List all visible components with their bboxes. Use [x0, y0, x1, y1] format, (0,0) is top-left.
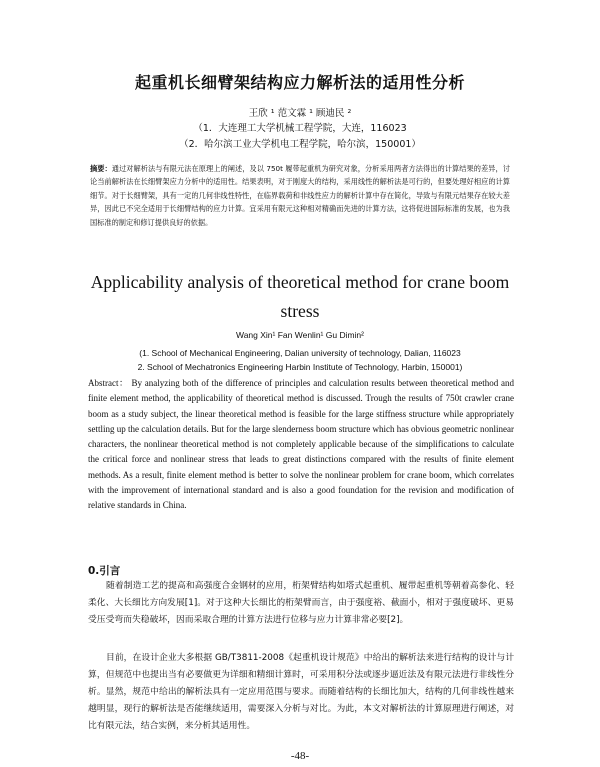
english-abstract-label: Abstract： [88, 378, 129, 388]
english-title-line-2: stress [280, 301, 320, 321]
english-title-line-1: Applicability analysis of theoretical method for crane boom [90, 272, 510, 292]
intro-paragraph-1: 随着制造工艺的提高和高强度合金钢材的应用，桁架臂结构如塔式起重机、履带起重机等朝着高参化、轻柔化、大长细比方向发展[1]。对于这种大长细比的桁架臂而言，由于强度裕、截面小，相对于强度破坏、更易受压受弯而失稳破坏，因而采取合理的计算方法进行位移与应力计算非常必要[2]。 [88, 581, 514, 625]
english-abstract-text: By analyzing both of the difference of principles and calculation results between theoretical method and finite element method, the applicability of theoretical method is discussed. Trough the results of 750t crawler crane boom as a study subject, the linear theoretical method is feasible for the large stiffness structure while appropriately settling up the calculation details. But for the large slenderness boom structure which has obvious geometric nonlinear characters, the nonlinear theoretical method is not completely applicable because of the simplifications to calculate the critical force and nonlinear stress that leads to great distinctions compared with the results of finite element methods. As a result, finite element method is better to solve the nonlinear problem for crane boom, which correlates with the improvement of international standard and is also a good foundation for the revision and modification of relative standards in China. [88, 378, 514, 511]
section-heading: 0.引言 [88, 565, 121, 577]
english-affiliation-1: (1. School of Mechanical Engineering, Dalian university of technology, Dalian, 116023 [139, 348, 461, 358]
chinese-affiliation-2: （2．哈尔滨工业大学机电工程学院，哈尔滨，150001） [179, 139, 421, 150]
intro-paragraph-2: 目前，在设计企业大多根据 GB/T3811-2008《起重机设计规范》中给出的解析法来进行结构的设计与计算，但规范中也提出当有必要做更为详细和精细计算时，可采用积分法或逐步逼近法及有限元法进行非线性分析。显然，规范中给出的解析法具有一定应用范围与要求。而随着结构的长细比加大，结构的几何非线性越来越明显，现行的解析法是否能继续适用，需要深入分析与对比。为此，本文对解析法的计算原理进行阐述，对比有限元法，结合实例，来分析其适用性。 [88, 653, 514, 731]
english-affiliation-2: 2. School of Mechatronics Engineering Harbin Institute of Technology, Harbin, 150001) [137, 362, 463, 372]
chinese-title: 起重机长细臂架结构应力解析法的适用性分析 [134, 73, 465, 92]
english-authors: Wang Xin¹ Fan Wenlin¹ Gu Dimin² [235, 330, 364, 340]
chinese-abstract [90, 162, 510, 229]
page-number: -48- [290, 750, 310, 762]
chinese-abstract-text: 通过对解析法与有限元法在原理上的阐述，及以 750t 履带起重机为研究对象，分析采用两者方法得出的计算结果的差异，讨论当前解析法在长细臂架应力分析中的适用性。结果表明，对于刚度大的结构，采用线性的解析法是可行的，但要处理好相应的计算细节。对于长细臂架，具有一定的几何非线性特性，在临界载荷和非线性应力的解析计算中存在简化，导致与有限元结果存在较大差异，因此已不完全适用于长细臂结构的应力计算。宜采用有限元这种相对精确而先进的计算方法，这将促进国际标准的发展，也为我国标准的制定和修订提供良好的依据。 [90, 164, 510, 227]
chinese-authors: 王欣 ¹ 范文霖 ¹ 顾迪民 ² [248, 108, 352, 119]
english-abstract [88, 376, 514, 514]
chinese-affiliation-1: （1．大连理工大学机械工程学院，大连，116023 [193, 123, 407, 134]
chinese-abstract-label: 摘要： [90, 164, 112, 173]
